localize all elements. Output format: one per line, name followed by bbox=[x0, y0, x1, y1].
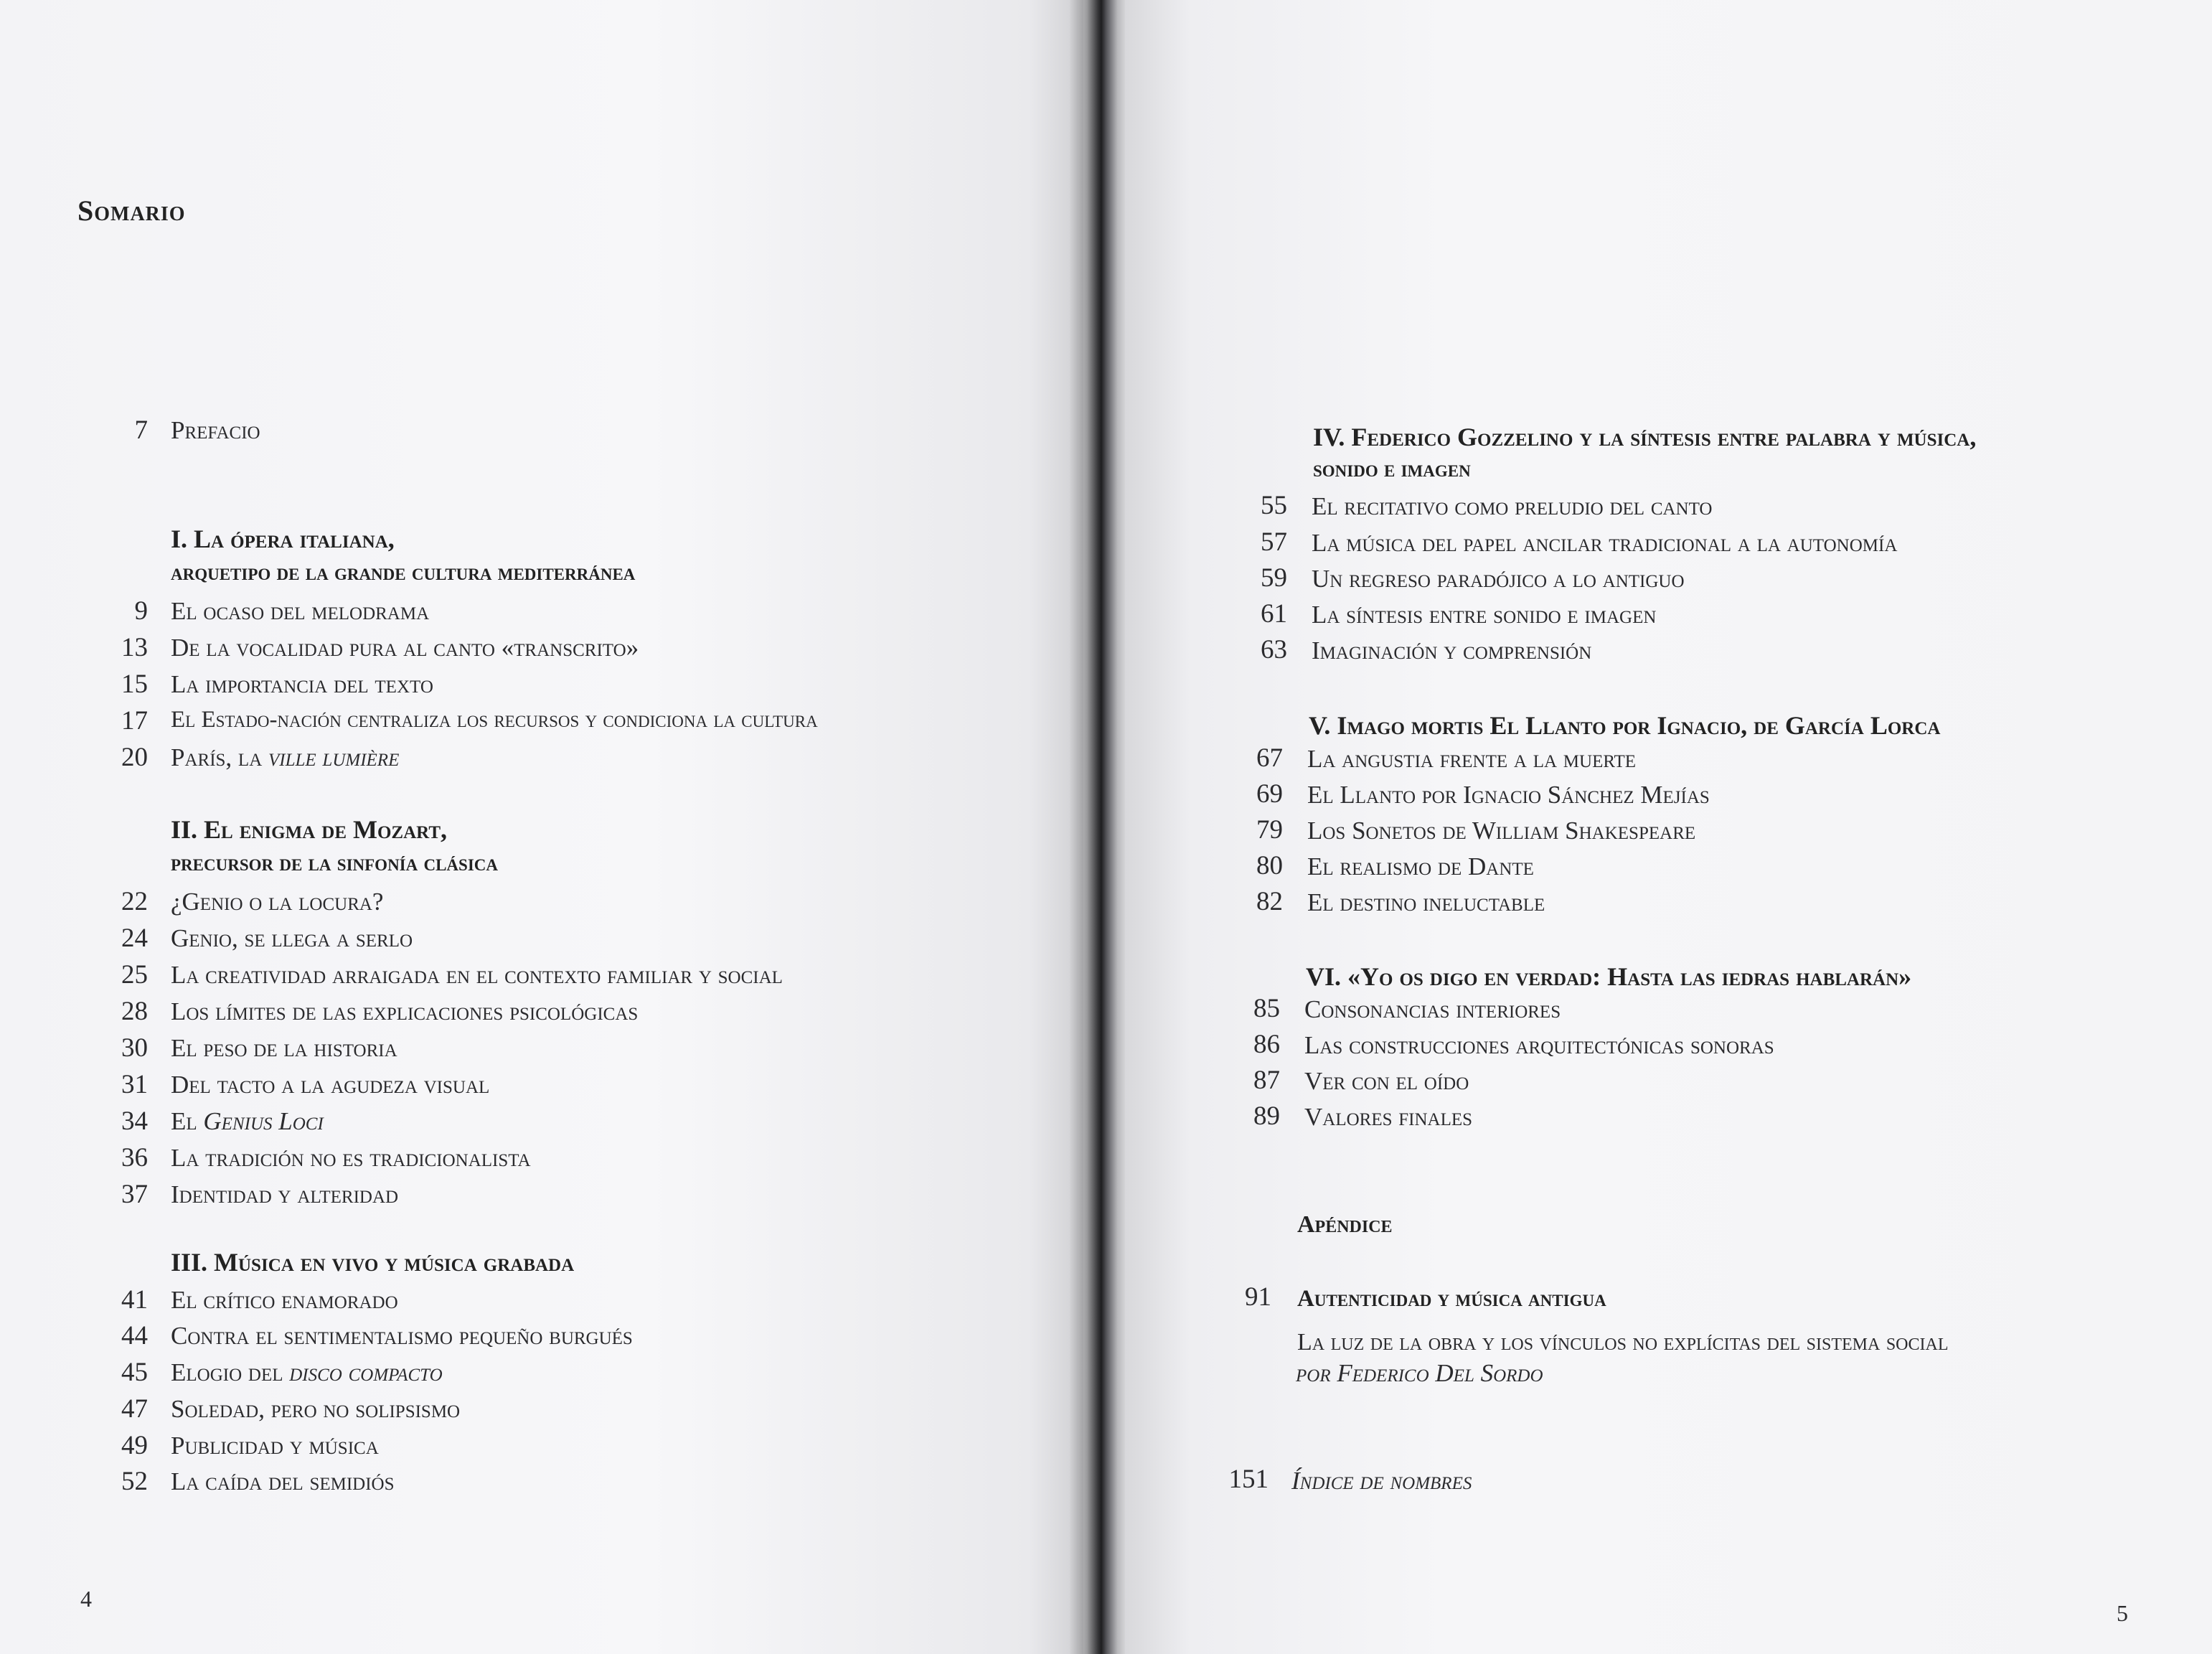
toc-entry: Soledad, pero no solipsismo bbox=[171, 1395, 461, 1423]
toc-page-number: 25 bbox=[121, 960, 148, 990]
toc-entry-text: El bbox=[171, 1107, 204, 1135]
toc-page-number: 13 bbox=[121, 633, 148, 662]
section-heading: V. Imago mortis El Llanto por Ignacio, de García Lorca bbox=[1309, 711, 1941, 740]
toc-page-number: 15 bbox=[121, 669, 148, 699]
section-heading-cont: precursor de la sinfonía clásica bbox=[171, 850, 499, 876]
toc-entry: Los Sonetos de William Shakespeare bbox=[1307, 817, 1696, 845]
toc-entry-index: Índice de nombres bbox=[1291, 1467, 1472, 1495]
toc-page-number: 47 bbox=[121, 1394, 148, 1424]
toc-entry: Un regreso paradójico a lo antiguo bbox=[1312, 565, 1685, 593]
toc-entry: El crítico enamorado bbox=[171, 1286, 398, 1314]
toc-entry: La caída del semidiós bbox=[171, 1467, 395, 1495]
toc-entry: Las construcciones arquitectónicas sonoras bbox=[1304, 1031, 1774, 1059]
toc-page-number: 34 bbox=[121, 1106, 148, 1136]
toc-entry: La creatividad arraigada en el contexto familiar y social bbox=[171, 961, 783, 989]
toc-page-number: 59 bbox=[1261, 563, 1287, 593]
toc-entry: Identidad y alteridad bbox=[171, 1180, 399, 1208]
toc-entry: ¿Genio o la locura? bbox=[171, 888, 384, 916]
toc-page-number: 55 bbox=[1261, 491, 1287, 520]
toc-page-number: 63 bbox=[1261, 635, 1287, 664]
toc-entry: Publicidad y música bbox=[171, 1432, 379, 1460]
toc-entry: La tradición no es tradicionalista bbox=[171, 1144, 531, 1172]
toc-page-number: 24 bbox=[121, 924, 148, 953]
toc-page-number: 28 bbox=[121, 997, 148, 1026]
appendix-label: Apéndice bbox=[1297, 1211, 1393, 1238]
section-heading: III. Música en vivo y música grabada bbox=[171, 1248, 575, 1277]
toc-entry bbox=[171, 1358, 443, 1387]
toc-page-number: 37 bbox=[121, 1180, 148, 1209]
toc-entry: Consonancias interiores bbox=[1304, 995, 1561, 1023]
toc-entry bbox=[171, 1107, 324, 1136]
book-spine bbox=[1069, 0, 1134, 1654]
toc-page-number: 69 bbox=[1256, 779, 1283, 809]
section-heading-cont: sonido e imagen bbox=[1313, 456, 1471, 482]
toc-page-number: 52 bbox=[121, 1467, 148, 1496]
section-heading: VI. «Yo os digo en verdad: Hasta las iedras hablarán» bbox=[1306, 962, 1912, 991]
toc-entry: La música del papel ancilar tradicional a la autonomía bbox=[1312, 529, 1898, 557]
toc-entry: El recitativo como preludio del canto bbox=[1312, 492, 1713, 520]
toc-entry-italic: disco compacto bbox=[289, 1358, 443, 1386]
toc-entry bbox=[171, 743, 399, 772]
section-heading-cont: arquetipo de la grande cultura mediterránea bbox=[171, 560, 636, 586]
toc-entry: Ver con el oído bbox=[1304, 1067, 1469, 1095]
toc-entry: El peso de la historia bbox=[171, 1034, 397, 1062]
section-heading: IV. Federico Gozzelino y la síntesis entre palabra y música, bbox=[1313, 423, 1977, 451]
toc-page-number: 87 bbox=[1253, 1066, 1280, 1095]
right-page bbox=[1125, 0, 2212, 1654]
toc-page-number: 22 bbox=[121, 887, 148, 916]
toc-entry: Valores finales bbox=[1304, 1103, 1473, 1131]
appendix-byline: por Federico Del Sordo bbox=[1296, 1359, 1543, 1387]
toc-entry-prefacio: Prefacio bbox=[171, 416, 260, 444]
toc-page-number: 30 bbox=[121, 1033, 148, 1063]
toc-entry: El realismo de Dante bbox=[1307, 852, 1534, 880]
appendix-subtitle: La luz de la obra y los vínculos no explícitas del sistema social bbox=[1297, 1329, 1949, 1355]
appendix-title: Autenticidad y música antigua bbox=[1297, 1286, 1606, 1312]
toc-page-number: 85 bbox=[1253, 994, 1280, 1023]
toc-page-number: 44 bbox=[121, 1321, 148, 1350]
toc-page-number: 91 bbox=[1245, 1282, 1271, 1312]
page-title: Somario bbox=[77, 194, 186, 227]
toc-entry: Contra el sentimentalismo pequeño burgués bbox=[171, 1322, 633, 1350]
toc-page-number: 17 bbox=[121, 706, 148, 736]
page-number: 5 bbox=[2117, 1600, 2128, 1626]
toc-entry: El ocaso del melodrama bbox=[171, 597, 430, 625]
toc-page-number: 9 bbox=[134, 596, 148, 626]
section-heading: I. La ópera italiana, bbox=[171, 525, 395, 553]
toc-page-number: 89 bbox=[1253, 1101, 1280, 1131]
toc-entry: El Estado-nación centraliza los recursos y condiciona la cultura bbox=[171, 707, 818, 733]
toc-page-number: 20 bbox=[121, 743, 148, 772]
toc-page-number: 151 bbox=[1228, 1465, 1269, 1494]
toc-entry: Del tacto a la agudeza visual bbox=[171, 1071, 490, 1099]
toc-entry: La importancia del texto bbox=[171, 670, 433, 698]
toc-page-number: 67 bbox=[1256, 743, 1283, 773]
toc-page-number: 45 bbox=[121, 1358, 148, 1387]
toc-page-number: 61 bbox=[1261, 599, 1287, 629]
toc-page-number: 49 bbox=[121, 1431, 148, 1460]
toc-page-number: 86 bbox=[1253, 1030, 1280, 1059]
toc-page-number: 36 bbox=[121, 1143, 148, 1173]
toc-page-number: 82 bbox=[1256, 887, 1283, 916]
section-heading: II. El enigma de Mozart, bbox=[171, 815, 447, 844]
left-page bbox=[0, 0, 1083, 1654]
toc-entry: El destino ineluctable bbox=[1307, 888, 1545, 916]
toc-page-number: 57 bbox=[1261, 527, 1287, 557]
page-number: 4 bbox=[80, 1586, 92, 1612]
toc-page-number: 31 bbox=[121, 1070, 148, 1099]
toc-entry-text: París, la bbox=[171, 743, 268, 771]
toc-page-number: 80 bbox=[1256, 851, 1283, 880]
toc-entry: Imaginación y comprensión bbox=[1312, 636, 1592, 664]
toc-entry-italic: Genius Loci bbox=[203, 1107, 324, 1135]
toc-page-number: 79 bbox=[1256, 815, 1283, 845]
toc-entry: El Llanto por Ignacio Sánchez Mejías bbox=[1307, 781, 1710, 809]
toc-entry: De la vocalidad pura al canto «transcrito» bbox=[171, 634, 639, 662]
toc-entry: La angustia frente a la muerte bbox=[1307, 745, 1637, 773]
toc-page-number: 41 bbox=[121, 1285, 148, 1315]
toc-page-number: 7 bbox=[134, 415, 148, 445]
toc-entry-text: Elogio del bbox=[171, 1358, 290, 1386]
toc-entry: La síntesis entre sonido e imagen bbox=[1312, 601, 1657, 629]
toc-entry: Genio, se llega a serlo bbox=[171, 924, 413, 952]
toc-entry: Los límites de las explicaciones psicológicas bbox=[171, 997, 639, 1025]
toc-entry-italic: ville lumière bbox=[268, 743, 400, 771]
